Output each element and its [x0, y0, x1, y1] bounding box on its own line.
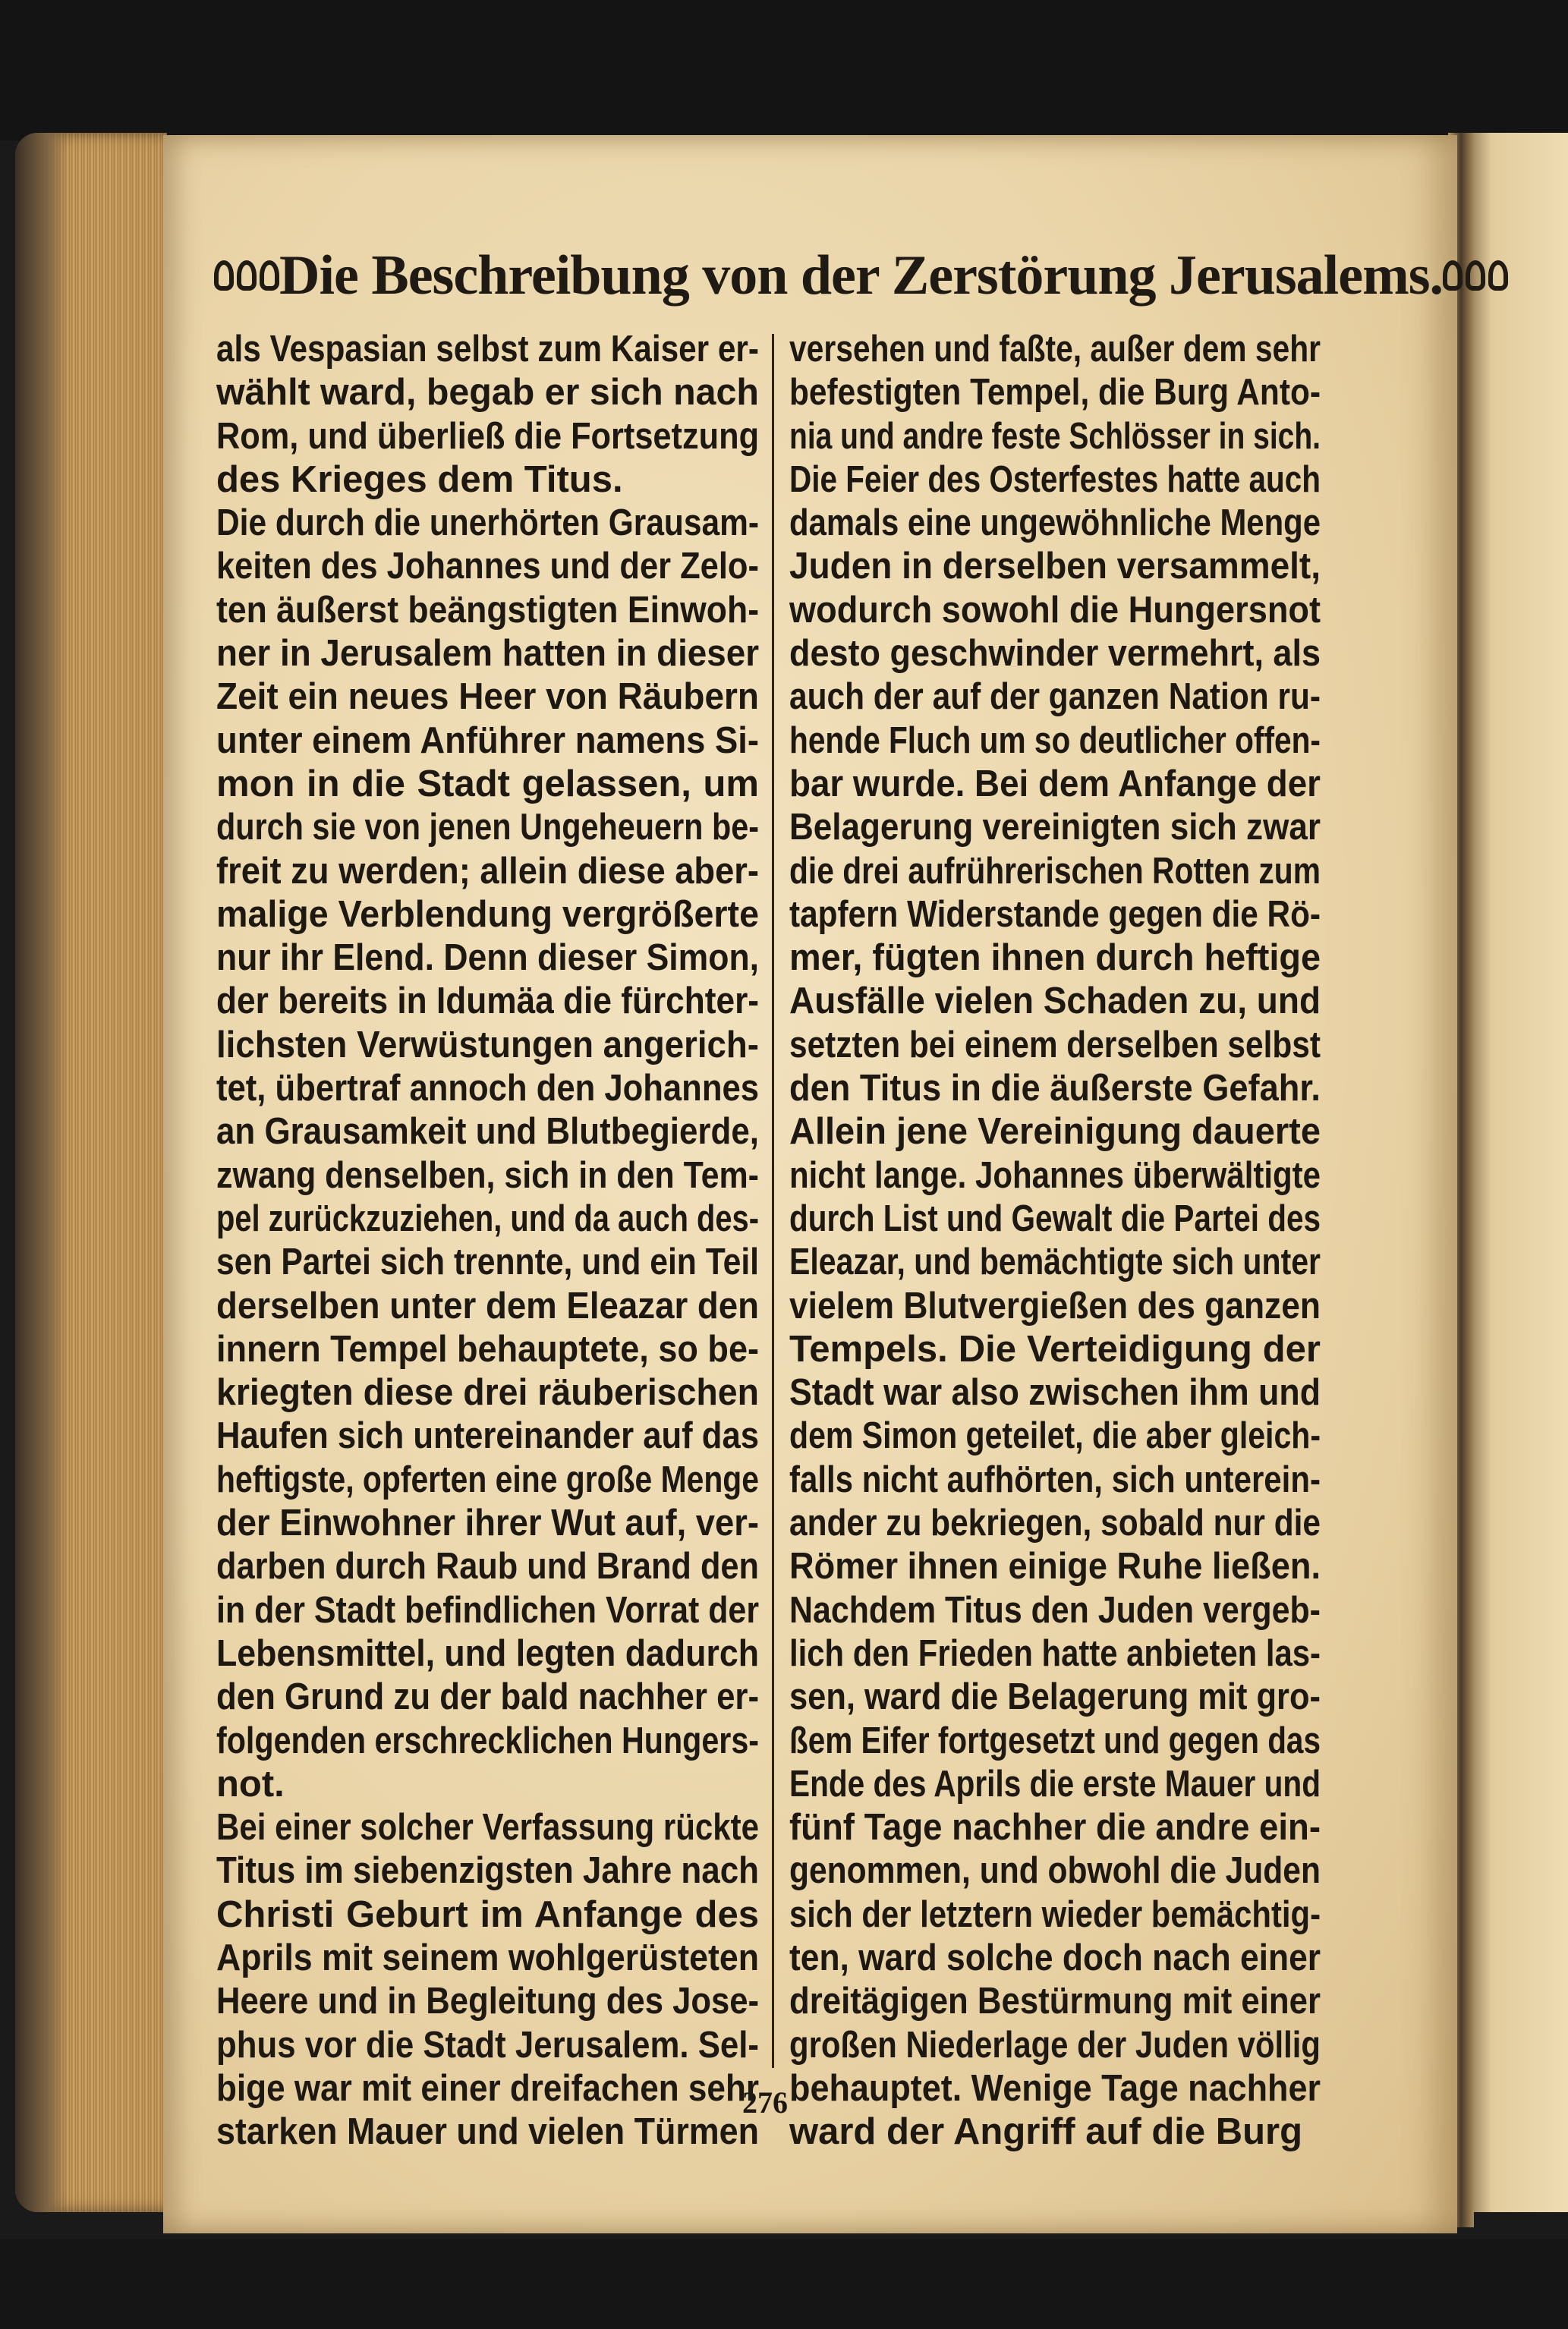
left-text-column [216, 328, 760, 2153]
book-page-edges [15, 133, 167, 2212]
column-divider [772, 334, 774, 2068]
text-line: den Grund zu der bald nachher er- [216, 1676, 760, 1718]
text-line: genommen, und obwohl die Juden [789, 1850, 1321, 1892]
text-line: ner in Jerusalem hatten in dieser [216, 633, 760, 675]
text-line: sich der letztern wieder bemächtig- [789, 1893, 1321, 1935]
text-line: bar wurde. Bei dem Anfange der [789, 763, 1321, 804]
text-line: Juden in derselben versammelt, [789, 546, 1321, 587]
text-line: die drei aufrührerischen Rotten zum [789, 850, 1321, 892]
text-line: damals eine ungewöhnliche Menge [789, 502, 1321, 544]
text-line: nia und andre feste Schlösser in sich. [789, 415, 1321, 457]
text-line: ander zu bekriegen, sobald nur die [789, 1503, 1321, 1544]
text-line: Tempels. Die Verteidigung der [789, 1328, 1321, 1370]
text-line: Belagerung vereinigten sich zwar [789, 807, 1321, 848]
text-line: keiten des Johannes und der Zelo- [216, 546, 759, 587]
text-line: tet, übertraf annoch den Johannes [216, 1068, 759, 1109]
text-line: Bei einer solcher Verfassung rückte [216, 1807, 760, 1849]
text-line: sen, ward die Belagerung mit gro- [789, 1676, 1321, 1718]
text-line: tapfern Widerstande gegen die Rö- [789, 893, 1321, 935]
text-line: falls nicht aufhörten, sich unterein- [789, 1459, 1321, 1500]
text-line: großen Niederlage der Juden völlig [789, 2024, 1321, 2066]
text-line: ßem Eifer fortgesetzt und gegen das [789, 1720, 1321, 1761]
text-line: mer, fügten ihnen durch heftige [789, 937, 1321, 979]
text-line: Ausfälle vielen Schaden zu, und [789, 980, 1321, 1022]
text-line: pel zurückzuziehen, und da auch des- [216, 1198, 759, 1239]
text-line: hende Fluch um so deutlicher offen- [789, 719, 1321, 761]
text-line: wodurch sowohl die Hungersnot [789, 589, 1321, 631]
text-line: Ende des Aprils die erste Mauer und [789, 1763, 1321, 1805]
text-line: innern Tempel behauptete, so be- [216, 1328, 759, 1370]
text-line: sen Partei sich trennte, und ein Teil [216, 1242, 760, 1283]
running-header [214, 241, 1444, 310]
text-line: nur ihr Elend. Denn dieser Simon, [216, 937, 760, 979]
text-line: freit zu werden; allein diese aber- [216, 850, 760, 892]
text-line: mon in die Stadt gelassen, um [216, 763, 759, 804]
text-line: den Titus in die äußerste Gefahr. [789, 1068, 1321, 1109]
header-ornament-right-icon [1443, 260, 1508, 291]
text-line: behauptet. Wenige Tage nachher [789, 2067, 1321, 2109]
text-line: Christi Geburt im Anfange des [216, 1893, 759, 1935]
text-line: des Krieges dem Titus. [216, 458, 623, 500]
text-line: darben durch Raub und Brand den [216, 1546, 759, 1588]
text-line: lichsten Verwüstungen angerich- [216, 1024, 760, 1065]
text-line: Stadt war also zwischen ihm und [789, 1372, 1321, 1414]
text-line: Titus im siebenzigsten Jahre nach [216, 1850, 760, 1892]
page-number: 276 [742, 2085, 788, 2120]
text-line: befestigten Tempel, die Burg Anto- [789, 372, 1321, 414]
text-line: wählt ward, begab er sich nach [216, 372, 759, 414]
text-line: Die Feier des Osterfestes hatte auch [789, 458, 1321, 500]
text-line: Nachdem Titus den Juden vergeb- [789, 1589, 1321, 1631]
text-line: heftigste, opferten eine große Menge [216, 1459, 759, 1500]
text-line: kriegten diese drei räuberischen [216, 1372, 759, 1414]
text-line: nicht lange. Johannes überwältigte [789, 1154, 1321, 1196]
background-top [0, 0, 1568, 140]
text-line: durch List und Gewalt die Partei des [789, 1198, 1321, 1239]
header-ornament-left-icon [214, 260, 279, 291]
text-line: starken Mauer und vielen Türmen [216, 2111, 759, 2153]
right-text-column [789, 328, 1321, 2153]
text-line: fünf Tage nachher die andre ein- [789, 1807, 1321, 1849]
text-line: zwang denselben, sich in den Tem- [216, 1154, 759, 1196]
text-line: derselben unter dem Eleazar den [216, 1285, 760, 1327]
text-line: der Einwohner ihrer Wut auf, ver- [216, 1503, 760, 1544]
text-line: desto geschwinder vermehrt, als [789, 633, 1321, 675]
text-line: Lebensmittel, und legten dadurch [216, 1632, 760, 1674]
text-line: Eleazar, und bemächtigte sich unter [789, 1242, 1321, 1283]
text-line: Haufen sich untereinander auf das [216, 1415, 759, 1457]
text-line: an Grausamkeit und Blutbegierde, [216, 1111, 759, 1153]
text-line: dem Simon geteilet, die aber gleich- [789, 1415, 1321, 1457]
text-line: Aprils mit seinem wohlgerüsteten [216, 1937, 760, 1978]
text-line: phus vor die Stadt Jerusalem. Sel- [216, 2024, 760, 2066]
text-line: Römer ihnen einige Ruhe ließen. [789, 1546, 1321, 1588]
text-line: vielem Blutvergießen des ganzen [789, 1285, 1321, 1327]
text-line: in der Stadt befindlichen Vorrat der [216, 1589, 760, 1631]
text-line: malige Verblendung vergrößerte [216, 893, 760, 935]
text-line: ten äußerst beängstigten Einwoh- [216, 589, 760, 631]
text-line: dreitägigen Bestürmung mit einer [789, 1981, 1321, 2022]
adjacent-page [1466, 133, 1568, 2212]
text-line: durch sie von jenen Ungeheuern be- [216, 807, 760, 848]
text-line: ten, ward solche doch nach einer [789, 1937, 1321, 1978]
text-line: bige war mit einer dreifachen sehr [216, 2067, 760, 2109]
text-line: versehen und faßte, außer dem sehr [789, 329, 1321, 370]
text-line: Rom, und überließ die Fortsetzung [216, 415, 760, 457]
text-line: Die durch die unerhörten Grausam- [216, 502, 760, 544]
text-line: Allein jene Vereinigung dauerte [789, 1111, 1321, 1153]
text-line: auch der auf der ganzen Nation ru- [789, 676, 1321, 718]
text-line: folgenden erschrecklichen Hungers- [216, 1720, 759, 1761]
text-line: als Vespasian selbst zum Kaiser er- [216, 329, 759, 370]
text-line: unter einem Anführer namens Si- [216, 719, 759, 761]
text-line: not. [216, 1763, 285, 1805]
text-line: lich den Frieden hatte anbieten las- [789, 1632, 1321, 1674]
background-bottom [0, 2239, 1568, 2329]
header-title: Die Beschreibung von der Zerstörung Jerusalems. [279, 244, 1444, 307]
text-line: ward der Angriff auf die Burg [789, 2111, 1303, 2153]
text-line: der bereits in Idumäa die fürchter- [216, 980, 760, 1022]
text-line: Heere und in Begleitung des Jose- [216, 1981, 760, 2022]
text-line: Zeit ein neues Heer von Räubern [216, 676, 759, 718]
text-line: setzten bei einem derselben selbst [789, 1024, 1321, 1065]
